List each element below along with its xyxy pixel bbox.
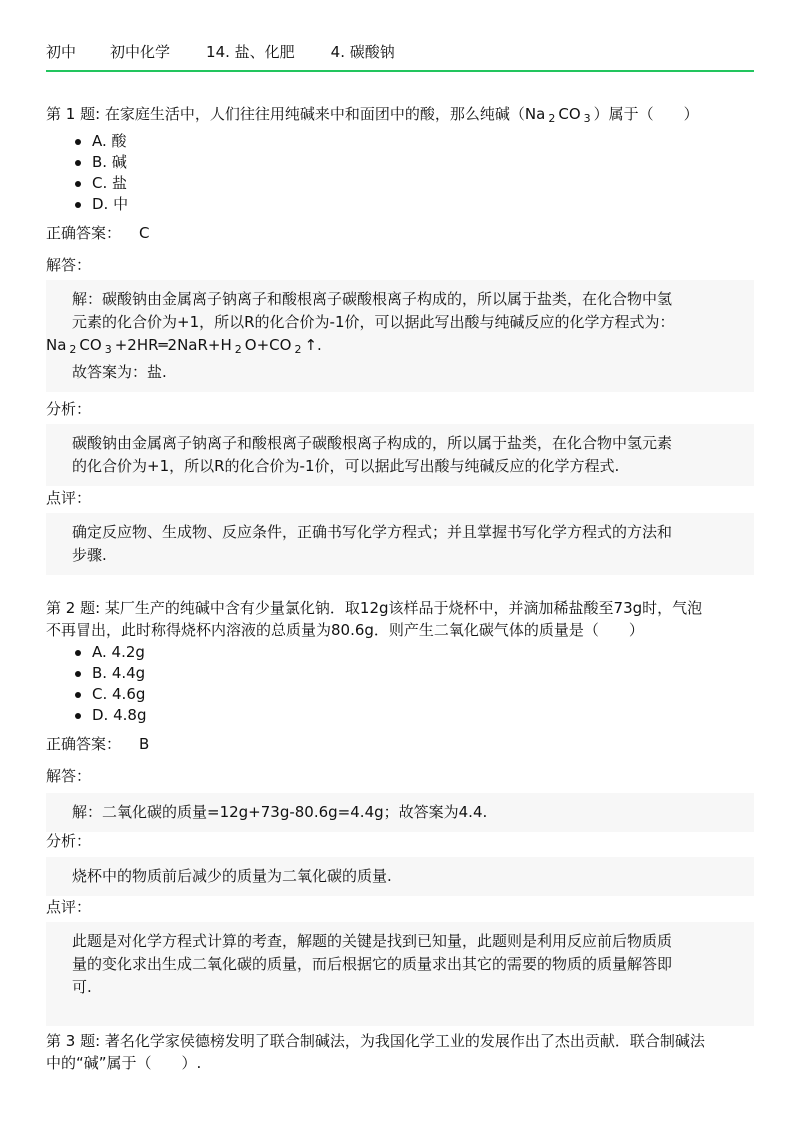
- analysis-box: 碳酸钠由金属离子钠离子和酸根离子碳酸根离子构成的，所以属于盐类，在化合物中氢元素 的化合价为+1，所以R的化合价为-1价，可以据此写出酸与纯碱反应的化学方程式.: [46, 424, 754, 486]
- breadcrumb-subject[interactable]: 初中化学: [110, 42, 171, 61]
- breadcrumb: [46, 0, 754, 70]
- option-list: [46, 642, 754, 726]
- solution-box: 解：碳酸钠由金属离子钠离子和酸根离子碳酸根离子构成的，所以属于盐类，在化合物中氢 元素的化合价为+1，所以R的化合价为-1价，可以据此写出酸与纯碱反应的化学方程式为： Na $_2$ CO $_3$ +2HR═2NaR+H $_2$ O+CO $_2$ ↑. 故答案为：盐.: [46, 280, 754, 392]
- breadcrumb-level[interactable]: 初中: [46, 42, 77, 61]
- question-1-text: 第 1 题: 在家庭生活中，人们往往用纯碱来中和面团中的酸，那么纯碱（Na $_2$ CO $_3$ ）属于（ ）: [46, 105, 699, 125]
- option-c[interactable]: C. 盐: [46, 173, 754, 194]
- option-c[interactable]: C. 4.6g: [46, 684, 754, 705]
- option-b[interactable]: B. 4.4g: [46, 663, 754, 684]
- comment-box: 确定反应物、生成物、反应条件，正确书写化学方程式；并且掌握书写化学方程式的方法和 步骤.: [46, 513, 754, 575]
- question-2-text: 第 2 题: 某厂生产的纯碱中含有少量氯化钠．取12g该样品于烧杯中，并滴加稀盐酸至73g时，气泡 不再冒出，此时称得烧杯内溶液的总质量为80.6g．则产生二氧化碳气体的质量是（ ）: [46, 599, 703, 639]
- analysis-box: 烧杯中的物质前后减少的质量为二氧化碳的质量.: [46, 857, 754, 896]
- comment-label: 点评：: [46, 489, 92, 507]
- option-a[interactable]: A. 4.2g: [46, 642, 754, 663]
- document-page: [46, 0, 754, 1072]
- option-d[interactable]: D. 中: [46, 194, 754, 215]
- option-a[interactable]: A. 酸: [46, 131, 754, 152]
- answer-value: C: [139, 224, 150, 242]
- comment-label: 点评：: [46, 898, 92, 916]
- breadcrumb-chapter[interactable]: 14. 盐、化肥: [206, 42, 295, 61]
- equation: Na $_2$ CO $_3$ +2HR═2NaR+H $_2$ O+CO $_2$ ↑.: [46, 336, 322, 356]
- solution-label: 解答：: [46, 767, 92, 785]
- solution-label: 解答：: [46, 256, 92, 274]
- question-2: [46, 597, 754, 726]
- analysis-label: 分析：: [46, 832, 92, 850]
- correct-answer: 正确答案： C: [46, 224, 150, 242]
- header-divider: [46, 70, 754, 72]
- comment-box: 此题是对化学方程式计算的考查，解题的关键是找到已知量，此题则是利用反应前后物质质 量的变化求出生成二氧化碳的质量，而后根据它的质量求出其它的需要的物质的质量解答即 可.: [46, 922, 754, 1026]
- question-1: [46, 103, 754, 215]
- option-b[interactable]: B. 碱: [46, 152, 754, 173]
- question-3-text: 第 3 题: 著名化学家侯德榜发明了联合制碱法，为我国化学工业的发展作出了杰出贡献．联合制碱法 中的“碱”属于（ ）.: [46, 1032, 705, 1072]
- question-3: [46, 1030, 754, 1074]
- answer-value: B: [139, 735, 150, 753]
- question-title: 第 3 题:: [46, 1032, 101, 1050]
- correct-answer: 正确答案： B: [46, 735, 150, 753]
- question-title: 第 1 题:: [46, 105, 101, 123]
- analysis-label: 分析：: [46, 400, 92, 418]
- solution-box: 解：二氧化碳的质量=12g+73g-80.6g=4.4g；故答案为4.4.: [46, 793, 754, 832]
- breadcrumb-section[interactable]: 4. 碳酸钠: [330, 42, 395, 61]
- option-d[interactable]: D. 4.8g: [46, 705, 754, 726]
- option-list: [46, 131, 754, 215]
- question-title: 第 2 题:: [46, 599, 101, 617]
